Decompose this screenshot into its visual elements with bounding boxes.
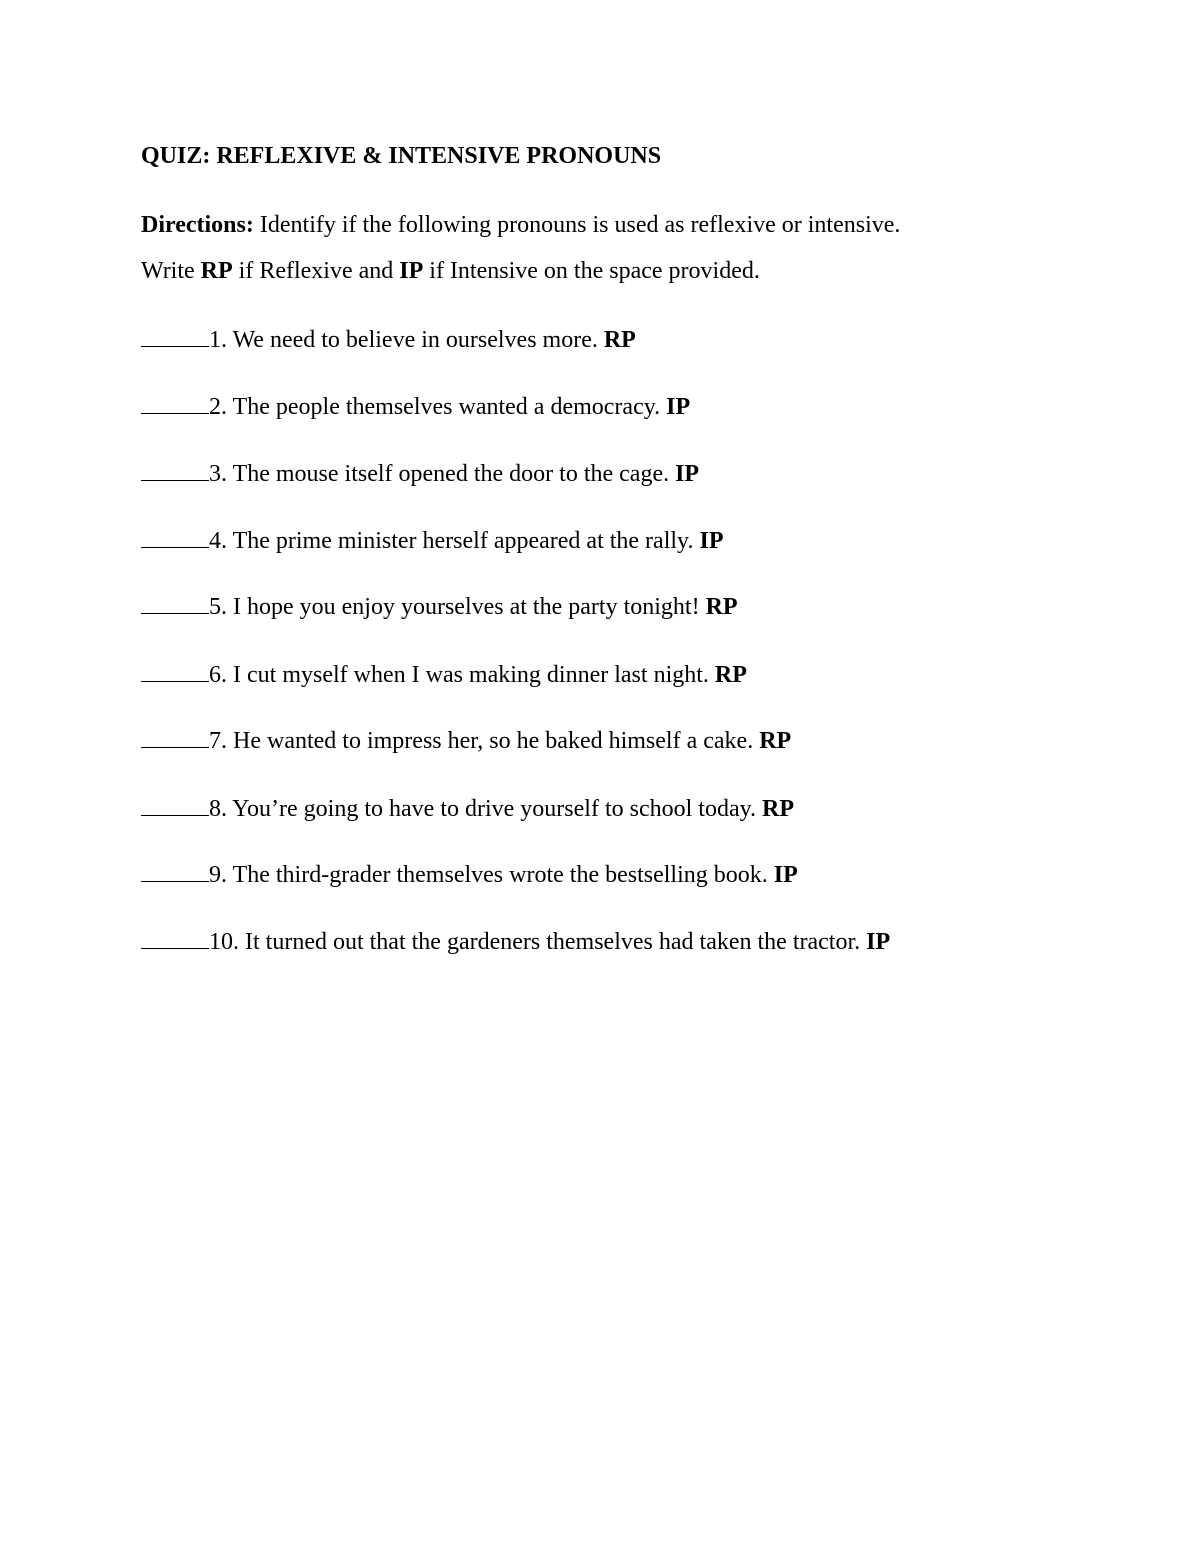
quiz-item-7 [141,727,791,755]
item-sentence: The prime minister herself appeared at the rally. [227,528,700,554]
item-number: 5. [209,594,227,620]
item-answer: IP [699,528,724,554]
answer-blank[interactable] [141,861,209,882]
item-answer: IP [666,394,691,420]
directions-text: Identify if the following pronouns is used as reflexive or intensive. [253,212,901,238]
item-answer: RP [714,662,747,688]
directions-rp: RP [200,258,233,284]
answer-blank[interactable] [141,460,209,481]
item-sentence: We need to believe in ourselves more. [227,327,604,353]
item-answer: RP [603,327,636,353]
directions-text-a: Write [141,258,201,284]
item-number: 1. [209,327,227,353]
item-number: 6. [209,662,227,688]
quiz-item-6 [141,661,747,689]
item-answer: IP [773,862,798,888]
answer-blank[interactable] [141,527,209,548]
item-answer: IP [866,929,891,955]
answer-blank[interactable] [141,928,209,949]
item-number: 4. [209,528,227,554]
item-sentence: The mouse itself opened the door to the cage. [227,461,676,487]
directions-text-b: if Reflexive and [232,258,400,284]
item-sentence: I hope you enjoy yourselves at the party tonight! [227,594,706,620]
item-answer: RP [762,796,795,822]
item-answer: RP [759,728,792,754]
directions-text-c: if Intensive on the space provided. [423,258,760,284]
quiz-item-4 [141,527,723,555]
item-number: 2. [209,394,227,420]
item-number: 9. [209,862,227,888]
item-answer: RP [705,594,738,620]
quiz-item-3 [141,460,699,488]
item-number: 8. [209,796,227,822]
directions-ip: IP [399,258,424,284]
item-number: 3. [209,461,227,487]
quiz-item-1 [141,326,636,354]
quiz-item-8 [141,795,794,823]
item-number: 10. [209,929,239,955]
item-sentence: The people themselves wanted a democracy. [227,394,667,420]
item-sentence: The third-grader themselves wrote the bestselling book. [227,862,774,888]
quiz-item-9 [141,861,798,889]
answer-blank[interactable] [141,326,209,347]
quiz-item-10 [141,928,890,956]
item-sentence: You’re going to have to drive yourself to school today. [227,796,763,822]
quiz-item-5 [141,593,738,621]
answer-blank[interactable] [141,661,209,682]
item-number: 7. [209,728,227,754]
item-answer: IP [675,461,700,487]
answer-blank[interactable] [141,795,209,816]
quiz-title: QUIZ: REFLEXIVE & INTENSIVE PRONOUNS [141,143,662,169]
item-sentence: He wanted to impress her, so he baked himself a cake. [227,728,760,754]
item-sentence: I cut myself when I was making dinner last night. [227,662,715,688]
answer-blank[interactable] [141,593,209,614]
directions-label: Directions: [141,212,254,238]
directions-line-1 [141,212,900,239]
answer-blank[interactable] [141,727,209,748]
directions-line-2 [141,258,760,285]
item-sentence: It turned out that the gardeners themselves had taken the tractor. [239,929,867,955]
answer-blank[interactable] [141,393,209,414]
quiz-item-2 [141,393,690,421]
